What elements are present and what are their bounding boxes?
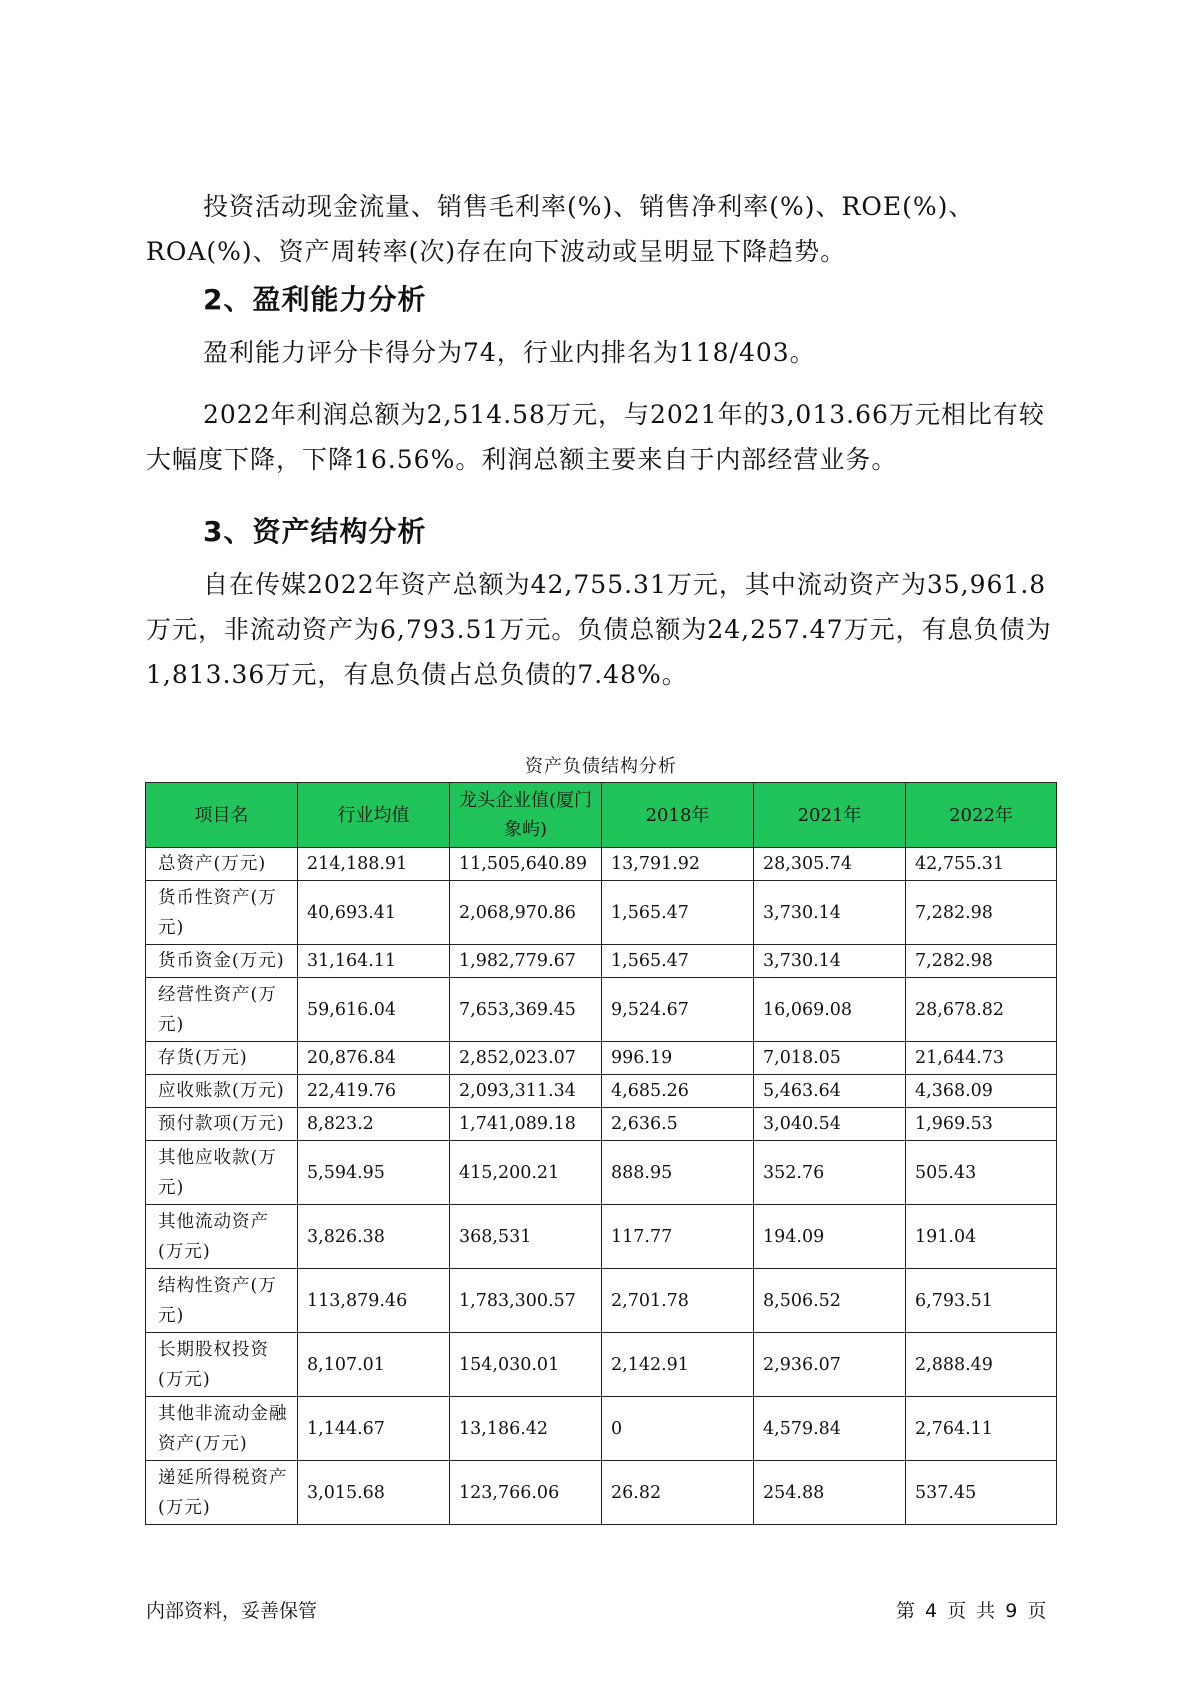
table-cell: 42,755.31 bbox=[906, 848, 1057, 881]
table-row bbox=[146, 1141, 1057, 1205]
column-header: 项目名 bbox=[146, 783, 298, 848]
table-cell: 191.04 bbox=[906, 1205, 1057, 1269]
paragraph-profit-total: 2022年利润总额为2,514.58万元，与2021年的3,013.66万元相比有较大幅度下降，下降16.56%。利润总额主要来自于内部经营业务。 bbox=[146, 400, 1045, 474]
table-cell: 2,764.11 bbox=[906, 1397, 1057, 1461]
table-cell: 7,282.98 bbox=[906, 945, 1057, 978]
table-cell: 415,200.21 bbox=[450, 1141, 602, 1205]
table-cell: 2,093,311.34 bbox=[450, 1075, 602, 1108]
table-caption: 资产负债结构分析 bbox=[525, 756, 677, 777]
row-label: 总资产(万元) bbox=[146, 848, 298, 881]
table-cell: 2,936.07 bbox=[754, 1333, 906, 1397]
table-row bbox=[146, 1108, 1057, 1141]
row-label: 货币资金(万元) bbox=[146, 945, 298, 978]
footer-page-number: 第 4 页 共 9 页 bbox=[896, 1600, 1047, 1622]
table-cell: 505.43 bbox=[906, 1141, 1057, 1205]
table-cell: 2,142.91 bbox=[602, 1333, 754, 1397]
table-row bbox=[146, 945, 1057, 978]
table-cell: 28,678.82 bbox=[906, 978, 1057, 1042]
table-cell: 214,188.91 bbox=[298, 848, 450, 881]
row-label: 货币性资产(万元) bbox=[146, 881, 298, 945]
table-cell: 7,653,369.45 bbox=[450, 978, 602, 1042]
table-row bbox=[146, 1397, 1057, 1461]
footer-confidential-note: 内部资料，妥善保管 bbox=[146, 1600, 318, 1622]
table-cell: 7,282.98 bbox=[906, 881, 1057, 945]
table-row bbox=[146, 1205, 1057, 1269]
table-row bbox=[146, 848, 1057, 881]
row-label: 其他应收款(万元) bbox=[146, 1141, 298, 1205]
table-cell: 537.45 bbox=[906, 1461, 1057, 1525]
table-cell: 4,579.84 bbox=[754, 1397, 906, 1461]
table-row bbox=[146, 1042, 1057, 1075]
row-label: 经营性资产(万元) bbox=[146, 978, 298, 1042]
table-cell: 8,823.2 bbox=[298, 1108, 450, 1141]
table-row bbox=[146, 978, 1057, 1042]
table-cell: 3,015.68 bbox=[298, 1461, 450, 1525]
table-cell: 123,766.06 bbox=[450, 1461, 602, 1525]
table-row bbox=[146, 881, 1057, 945]
section-heading-profitability: 2、盈利能力分析 bbox=[203, 283, 427, 316]
table-cell: 13,791.92 bbox=[602, 848, 754, 881]
table-cell: 16,069.08 bbox=[754, 978, 906, 1042]
table-cell: 8,107.01 bbox=[298, 1333, 450, 1397]
table-cell: 996.19 bbox=[602, 1042, 754, 1075]
column-header: 2022年 bbox=[906, 783, 1057, 848]
table-cell: 2,068,970.86 bbox=[450, 881, 602, 945]
table-cell: 8,506.52 bbox=[754, 1269, 906, 1333]
table-row bbox=[146, 1461, 1057, 1525]
column-header: 行业均值 bbox=[298, 783, 450, 848]
table-cell: 0 bbox=[602, 1397, 754, 1461]
table-cell: 1,982,779.67 bbox=[450, 945, 602, 978]
table-cell: 3,730.14 bbox=[754, 945, 906, 978]
table-cell: 2,852,023.07 bbox=[450, 1042, 602, 1075]
asset-liability-table bbox=[145, 782, 1057, 1525]
section-heading-asset-structure: 3、资产结构分析 bbox=[203, 515, 427, 548]
row-label: 递延所得税资产(万元) bbox=[146, 1461, 298, 1525]
table-cell: 5,594.95 bbox=[298, 1141, 450, 1205]
table-cell: 352.76 bbox=[754, 1141, 906, 1205]
table-cell: 59,616.04 bbox=[298, 978, 450, 1042]
paragraph-profit-score: 盈利能力评分卡得分为74，行业内排名为118/403。 bbox=[203, 338, 816, 367]
table-cell: 4,368.09 bbox=[906, 1075, 1057, 1108]
table-cell: 26.82 bbox=[602, 1461, 754, 1525]
table-cell: 1,741,089.18 bbox=[450, 1108, 602, 1141]
row-label: 结构性资产(万元) bbox=[146, 1269, 298, 1333]
table-cell: 20,876.84 bbox=[298, 1042, 450, 1075]
table-cell: 2,888.49 bbox=[906, 1333, 1057, 1397]
table-cell: 3,730.14 bbox=[754, 881, 906, 945]
row-label: 长期股权投资(万元) bbox=[146, 1333, 298, 1397]
table-cell: 40,693.41 bbox=[298, 881, 450, 945]
column-header: 龙头企业值(厦门象屿) bbox=[450, 783, 602, 848]
table-row bbox=[146, 1333, 1057, 1397]
table-cell: 4,685.26 bbox=[602, 1075, 754, 1108]
table-cell: 9,524.67 bbox=[602, 978, 754, 1042]
table-cell: 31,164.11 bbox=[298, 945, 450, 978]
paragraph-asset-summary: 自在传媒2022年资产总额为42,755.31万元，其中流动资产为35,961.8万元，非流动资产为6,793.51万元。负债总额为24,257.47万元，有息负债为1,813.36万元，有息负债占总负债的7.48%。 bbox=[146, 570, 1052, 689]
table-cell: 1,783,300.57 bbox=[450, 1269, 602, 1333]
table-cell: 888.95 bbox=[602, 1141, 754, 1205]
table-cell: 194.09 bbox=[754, 1205, 906, 1269]
column-header: 2018年 bbox=[602, 783, 754, 848]
table-row bbox=[146, 1075, 1057, 1108]
table-cell: 1,565.47 bbox=[602, 945, 754, 978]
table-cell: 11,505,640.89 bbox=[450, 848, 602, 881]
column-header: 2021年 bbox=[754, 783, 906, 848]
row-label: 预付款项(万元) bbox=[146, 1108, 298, 1141]
table-cell: 1,144.67 bbox=[298, 1397, 450, 1461]
table-cell: 1,565.47 bbox=[602, 881, 754, 945]
table-cell: 13,186.42 bbox=[450, 1397, 602, 1461]
table-cell: 3,040.54 bbox=[754, 1108, 906, 1141]
table-cell: 28,305.74 bbox=[754, 848, 906, 881]
table-cell: 2,701.78 bbox=[602, 1269, 754, 1333]
table-cell: 3,826.38 bbox=[298, 1205, 450, 1269]
row-label: 其他流动资产(万元) bbox=[146, 1205, 298, 1269]
row-label: 存货(万元) bbox=[146, 1042, 298, 1075]
table-cell: 117.77 bbox=[602, 1205, 754, 1269]
table-cell: 254.88 bbox=[754, 1461, 906, 1525]
table-cell: 21,644.73 bbox=[906, 1042, 1057, 1075]
table-cell: 368,531 bbox=[450, 1205, 602, 1269]
table-cell: 2,636.5 bbox=[602, 1108, 754, 1141]
row-label: 其他非流动金融资产(万元) bbox=[146, 1397, 298, 1461]
table-row bbox=[146, 1269, 1057, 1333]
table-cell: 22,419.76 bbox=[298, 1075, 450, 1108]
table-cell: 5,463.64 bbox=[754, 1075, 906, 1108]
table-cell: 6,793.51 bbox=[906, 1269, 1057, 1333]
table-header-row bbox=[146, 783, 1057, 848]
row-label: 应收账款(万元) bbox=[146, 1075, 298, 1108]
table-cell: 154,030.01 bbox=[450, 1333, 602, 1397]
table-cell: 1,969.53 bbox=[906, 1108, 1057, 1141]
table-cell: 7,018.05 bbox=[754, 1042, 906, 1075]
paragraph-trend: 投资活动现金流量、销售毛利率(%)、销售净利率(%)、ROE(%)、ROA(%)、资产周转率(次)存在向下波动或呈明显下降趋势。 bbox=[146, 192, 975, 266]
table-cell: 113,879.46 bbox=[298, 1269, 450, 1333]
